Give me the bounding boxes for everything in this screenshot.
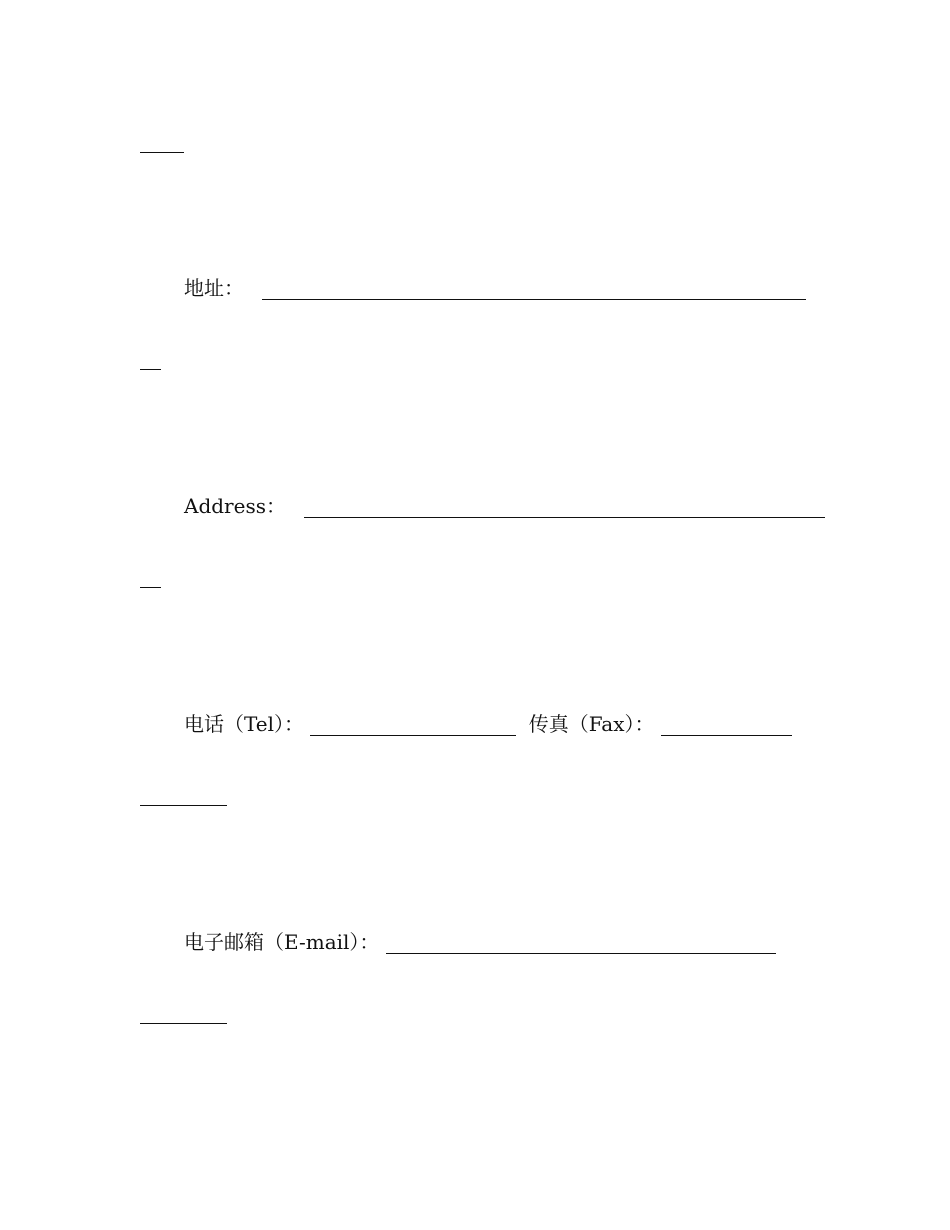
email-underline-continuation <box>140 1023 227 1024</box>
tel-field[interactable] <box>310 717 516 736</box>
address-cn-field[interactable] <box>262 281 806 300</box>
fax-underline-continuation <box>140 805 227 806</box>
fax-label: 传真（Fax）： <box>528 712 655 736</box>
address-cn-row <box>184 276 806 300</box>
address-cn-underline-continuation <box>140 369 161 370</box>
email-label: 电子邮箱（E-mail）： <box>184 930 380 954</box>
fax-field[interactable] <box>661 717 792 736</box>
address-en-label: Address： <box>184 494 286 518</box>
tel-label: 电话（Tel）： <box>184 712 305 736</box>
continuation-underline-top <box>140 152 184 153</box>
address-en-field[interactable] <box>304 499 825 518</box>
address-en-underline-continuation <box>140 587 161 588</box>
address-cn-label: 地址： <box>184 276 244 300</box>
email-field[interactable] <box>386 935 776 954</box>
address-en-row <box>184 494 825 518</box>
email-row <box>184 930 776 954</box>
tel-fax-row <box>184 712 792 736</box>
